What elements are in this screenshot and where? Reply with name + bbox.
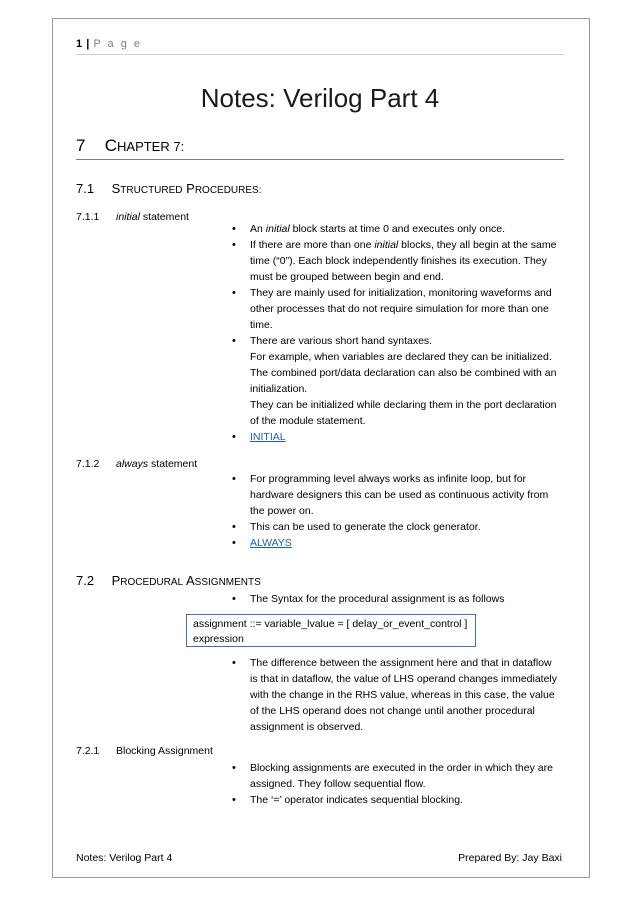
text: For example, when variables are declared they can be initialized. The combined port/data declaration can also be combined with an initialization. bbox=[250, 351, 557, 395]
code-line: expression bbox=[193, 633, 244, 645]
page-separator: | bbox=[86, 38, 90, 50]
section-number: 7.1 bbox=[76, 181, 95, 196]
initial-bullet-list bbox=[232, 221, 562, 445]
procedural-diff-list bbox=[232, 655, 562, 735]
section-7-1-heading bbox=[76, 181, 262, 196]
page-number: 1 bbox=[76, 38, 83, 50]
list-item bbox=[232, 429, 562, 445]
heading-initial: A bbox=[186, 573, 195, 588]
syntax-code-box bbox=[186, 614, 476, 647]
section-7-1-2-heading bbox=[76, 458, 197, 470]
footer-right: Prepared By: Jay Baxi bbox=[458, 852, 562, 864]
page-header bbox=[76, 38, 142, 50]
list-item bbox=[232, 237, 562, 285]
list-item bbox=[232, 535, 562, 551]
heading-initial: P bbox=[111, 573, 121, 588]
chapter-title-first: C bbox=[104, 136, 118, 155]
code-line: assignment ::= variable_lvalue = [ delay_or_event_control ] bbox=[193, 618, 468, 630]
text: block starts at time 0 and executes only once. bbox=[289, 223, 506, 235]
list-item: • The Syntax for the procedural assignment is as follows bbox=[232, 591, 562, 607]
heading-rest: ROCEDURES: bbox=[194, 185, 262, 196]
chapter-divider bbox=[76, 159, 564, 160]
always-bullet-list bbox=[232, 471, 562, 551]
list-item: • The ‘=’ operator indicates sequential blocking. bbox=[232, 792, 562, 808]
chapter-title-rest: HAPTER 7: bbox=[117, 139, 185, 154]
heading-rest: statement bbox=[148, 458, 198, 470]
blocking-bullet-list bbox=[232, 760, 562, 808]
header-divider bbox=[76, 54, 564, 55]
initial-link[interactable]: INITIAL bbox=[250, 431, 286, 443]
heading-rest: SSIGNMENTS bbox=[194, 577, 261, 588]
list-item: • They are mainly used for initialization, monitoring waveforms and other processes that do not require simulation for more than one time. bbox=[232, 285, 562, 333]
section-7-2-heading bbox=[76, 573, 261, 588]
page-word: P a g e bbox=[93, 38, 142, 50]
text: They can be initialized while declaring them in the port declaration of the module statement. bbox=[250, 399, 557, 427]
section-number: 7.1.2 bbox=[76, 458, 100, 470]
heading-keyword: initial bbox=[116, 211, 140, 223]
text: If there are more than one bbox=[250, 239, 375, 251]
list-item bbox=[232, 333, 562, 429]
document-title: Notes: Verilog Part 4 bbox=[200, 83, 440, 113]
section-7-2-1-heading bbox=[76, 745, 213, 757]
list-item: • For programming level always works as infinite loop, but for hardware designers this can be used as continuous activity from the power on. bbox=[232, 471, 562, 519]
section-7-1-1-heading bbox=[76, 211, 189, 223]
chapter-number: 7 bbox=[76, 136, 86, 155]
section-number: 7.1.1 bbox=[76, 211, 100, 223]
heading-initial: P bbox=[186, 181, 195, 196]
heading-title: Blocking Assignment bbox=[116, 745, 213, 757]
chapter-heading bbox=[76, 136, 184, 156]
heading-rest: statement bbox=[139, 211, 189, 223]
text: blocks, they all begin at the same time (“0”). Each block independently finishes its execution. They must be grouped between begin and end. bbox=[250, 239, 557, 283]
text: There are various short hand syntaxes. bbox=[250, 335, 433, 347]
heading-rest: ROCEDURAL bbox=[120, 577, 184, 588]
list-item bbox=[232, 221, 562, 237]
list-item: • The difference between the assignment here and that in dataflow is that in dataflow, the value of LHS operand changes immediately with the change in the RHS value, whereas in this case, the value of the LHS operand does not change until another procedural assignment is observed. bbox=[232, 655, 562, 735]
heading-keyword: always bbox=[116, 458, 149, 470]
text: An bbox=[250, 223, 266, 235]
list-item: • Blocking assignments are executed in the order in which they are assigned. They follow sequential flow. bbox=[232, 760, 562, 792]
procedural-syntax-list bbox=[232, 591, 562, 607]
keyword: initial bbox=[265, 223, 290, 235]
keyword: initial bbox=[374, 239, 399, 251]
heading-rest: TRUCTURED bbox=[120, 185, 183, 196]
list-item: • This can be used to generate the clock generator. bbox=[232, 519, 562, 535]
footer-left: Notes: Verilog Part 4 bbox=[76, 852, 173, 864]
section-number: 7.2.1 bbox=[76, 745, 100, 757]
always-link[interactable]: ALWAYS bbox=[250, 537, 292, 549]
section-number: 7.2 bbox=[76, 573, 95, 588]
heading-initial: S bbox=[111, 181, 121, 196]
